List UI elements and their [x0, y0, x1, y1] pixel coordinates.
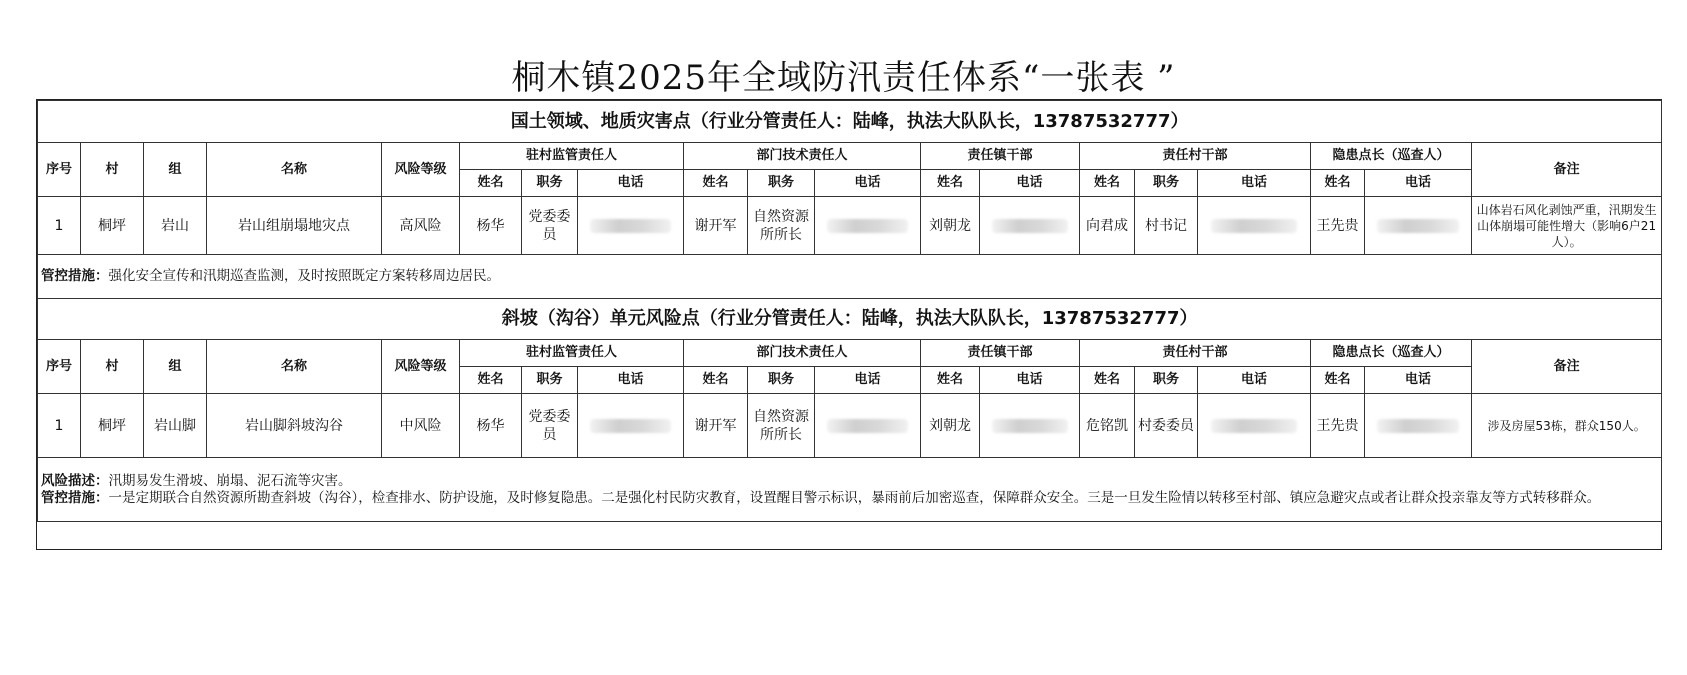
cell-group: 岩山脚 [144, 394, 207, 458]
subheader-name: 姓名 [460, 367, 522, 394]
subheader-phone: 电话 [1365, 170, 1472, 197]
cell-vc-phone [1198, 394, 1311, 458]
page-title: 桐木镇2025年全域防汛责任体系“一张表 ” [511, 58, 1176, 98]
cell-village: 桐坪 [81, 197, 144, 255]
header-patrol: 隐患点长（巡查人） [1311, 340, 1472, 367]
cell-seq: 1 [38, 197, 81, 255]
subheader-name: 姓名 [921, 170, 980, 197]
header-seq: 序号 [38, 340, 81, 394]
cell-patrol-phone [1365, 197, 1472, 255]
subheader-post: 职务 [522, 367, 578, 394]
cell-sup-post: 党委委员 [522, 394, 578, 458]
cell-patrol-name: 王先贵 [1311, 197, 1365, 255]
cell-name: 岩山脚斜坡沟谷 [207, 394, 382, 458]
cell-vc-post: 村书记 [1135, 197, 1198, 255]
risk-description [41, 473, 1658, 490]
cell-patrol-phone [1365, 394, 1472, 458]
header-village-cadre: 责任村干部 [1080, 143, 1311, 170]
cell-sup-phone [578, 394, 684, 458]
subheader-phone: 电话 [980, 170, 1080, 197]
cell-sup-name: 杨华 [460, 197, 522, 255]
section-heading: 国土领域、地质灾害点（行业分管责任人：陆峰，执法大队队长，13787532777） [38, 101, 1662, 143]
subheader-phone: 电话 [815, 170, 921, 197]
cell-town-name: 刘朝龙 [921, 394, 980, 458]
cell-risk: 高风险 [382, 197, 460, 255]
subheader-name: 姓名 [1311, 170, 1365, 197]
cell-name: 岩山组崩塌地灾点 [207, 197, 382, 255]
cell-remark: 涉及房屋53栋，群众150人。 [1472, 394, 1662, 458]
redacted-phone [827, 219, 908, 233]
cell-sup-post: 党委委员 [522, 197, 578, 255]
header-remark: 备注 [1472, 340, 1662, 394]
subheader-phone: 电话 [1198, 367, 1311, 394]
measure-label: 管控措施： [41, 268, 109, 284]
table-row [38, 197, 1662, 255]
redacted-phone [992, 419, 1068, 433]
redacted-phone [1377, 219, 1459, 233]
redacted-phone [992, 219, 1068, 233]
header-village: 村 [81, 143, 144, 197]
cell-sup-name: 杨华 [460, 394, 522, 458]
description-row [38, 458, 1662, 522]
cell-tech-phone [815, 394, 921, 458]
subheader-name: 姓名 [921, 367, 980, 394]
cell-vc-phone [1198, 197, 1311, 255]
measure-text: 强化安全宣传和汛期巡查监测，及时按照既定方案转移周边居民。 [108, 268, 500, 284]
header-name: 名称 [207, 143, 382, 197]
redacted-phone [1377, 419, 1459, 433]
subheader-post: 职务 [1135, 170, 1198, 197]
cell-tech-phone [815, 197, 921, 255]
cell-vc-post: 村委委员 [1135, 394, 1198, 458]
measure-text: 一是定期联合自然资源所勘查斜坡（沟谷），检查排水、防护设施，及时修复隐患。二是强化村民防灾教育，设置醒目警示标识，暴雨前后加密巡查，保障群众安全。三是一旦发生险情以转移至村部、镇应急避灾点或者让群众投亲靠友等方式转移群众。 [108, 489, 1601, 506]
cell-seq: 1 [38, 394, 81, 458]
header-town: 责任镇干部 [921, 340, 1080, 367]
redacted-phone [1211, 419, 1297, 433]
subheader-phone: 电话 [980, 367, 1080, 394]
header-remark: 备注 [1472, 143, 1662, 197]
cell-risk: 中风险 [382, 394, 460, 458]
cell-sup-phone [578, 197, 684, 255]
subheader-phone: 电话 [815, 367, 921, 394]
header-risk: 风险等级 [382, 340, 460, 394]
header-seq: 序号 [38, 143, 81, 197]
measures-row [38, 255, 1662, 299]
header-patrol: 隐患点长（巡查人） [1311, 143, 1472, 170]
cell-tech-name: 谢开军 [684, 394, 748, 458]
header-tech: 部门技术责任人 [684, 143, 921, 170]
subheader-post: 职务 [748, 367, 815, 394]
subheader-post: 职务 [748, 170, 815, 197]
redacted-phone [590, 419, 671, 433]
desc-text: 汛期易发生滑坡、崩塌、泥石流等灾害。 [108, 472, 352, 489]
table-row [38, 394, 1662, 458]
header-group: 组 [144, 340, 207, 394]
cell-tech-post: 自然资源所所长 [748, 197, 815, 255]
header-village-cadre: 责任村干部 [1080, 340, 1311, 367]
redacted-phone [827, 419, 908, 433]
subheader-name: 姓名 [684, 367, 748, 394]
cell-remark: 山体岩石风化剥蚀严重，汛期发生山体崩塌可能性增大（影响6户21人）。 [1472, 197, 1662, 255]
header-group: 组 [144, 143, 207, 197]
header-name: 名称 [207, 340, 382, 394]
subheader-phone: 电话 [1198, 170, 1311, 197]
cell-tech-post: 自然资源所所长 [748, 394, 815, 458]
cell-vc-name: 向君成 [1080, 197, 1135, 255]
header-risk: 风险等级 [382, 143, 460, 197]
header-supervisor: 驻村监管责任人 [460, 143, 684, 170]
subheader-phone: 电话 [578, 170, 684, 197]
cell-village: 桐坪 [81, 394, 144, 458]
redacted-phone [1211, 219, 1297, 233]
subheader-name: 姓名 [684, 170, 748, 197]
subheader-name: 姓名 [1080, 170, 1135, 197]
cell-group: 岩山 [144, 197, 207, 255]
subheader-name: 姓名 [1080, 367, 1135, 394]
subheader-post: 职务 [522, 170, 578, 197]
subheader-name: 姓名 [1311, 367, 1365, 394]
responsibility-table [36, 99, 1662, 550]
subheader-post: 职务 [1135, 367, 1198, 394]
measure-label: 管控措施： [41, 489, 109, 506]
header-tech: 部门技术责任人 [684, 340, 921, 367]
cell-tech-name: 谢开军 [684, 197, 748, 255]
cell-town-phone [980, 197, 1080, 255]
header-village: 村 [81, 340, 144, 394]
subheader-name: 姓名 [460, 170, 522, 197]
desc-label: 风险描述： [41, 472, 109, 489]
cell-town-phone [980, 394, 1080, 458]
header-town: 责任镇干部 [921, 143, 1080, 170]
header-supervisor: 驻村监管责任人 [460, 340, 684, 367]
subheader-phone: 电话 [578, 367, 684, 394]
cell-town-name: 刘朝龙 [921, 197, 980, 255]
control-measures [41, 490, 1658, 507]
redacted-phone [590, 219, 671, 233]
section-heading: 斜坡（沟谷）单元风险点（行业分管责任人：陆峰，执法大队队长，13787532777） [38, 299, 1662, 340]
cell-patrol-name: 王先贵 [1311, 394, 1365, 458]
subheader-phone: 电话 [1365, 367, 1472, 394]
cell-vc-name: 危铭凯 [1080, 394, 1135, 458]
